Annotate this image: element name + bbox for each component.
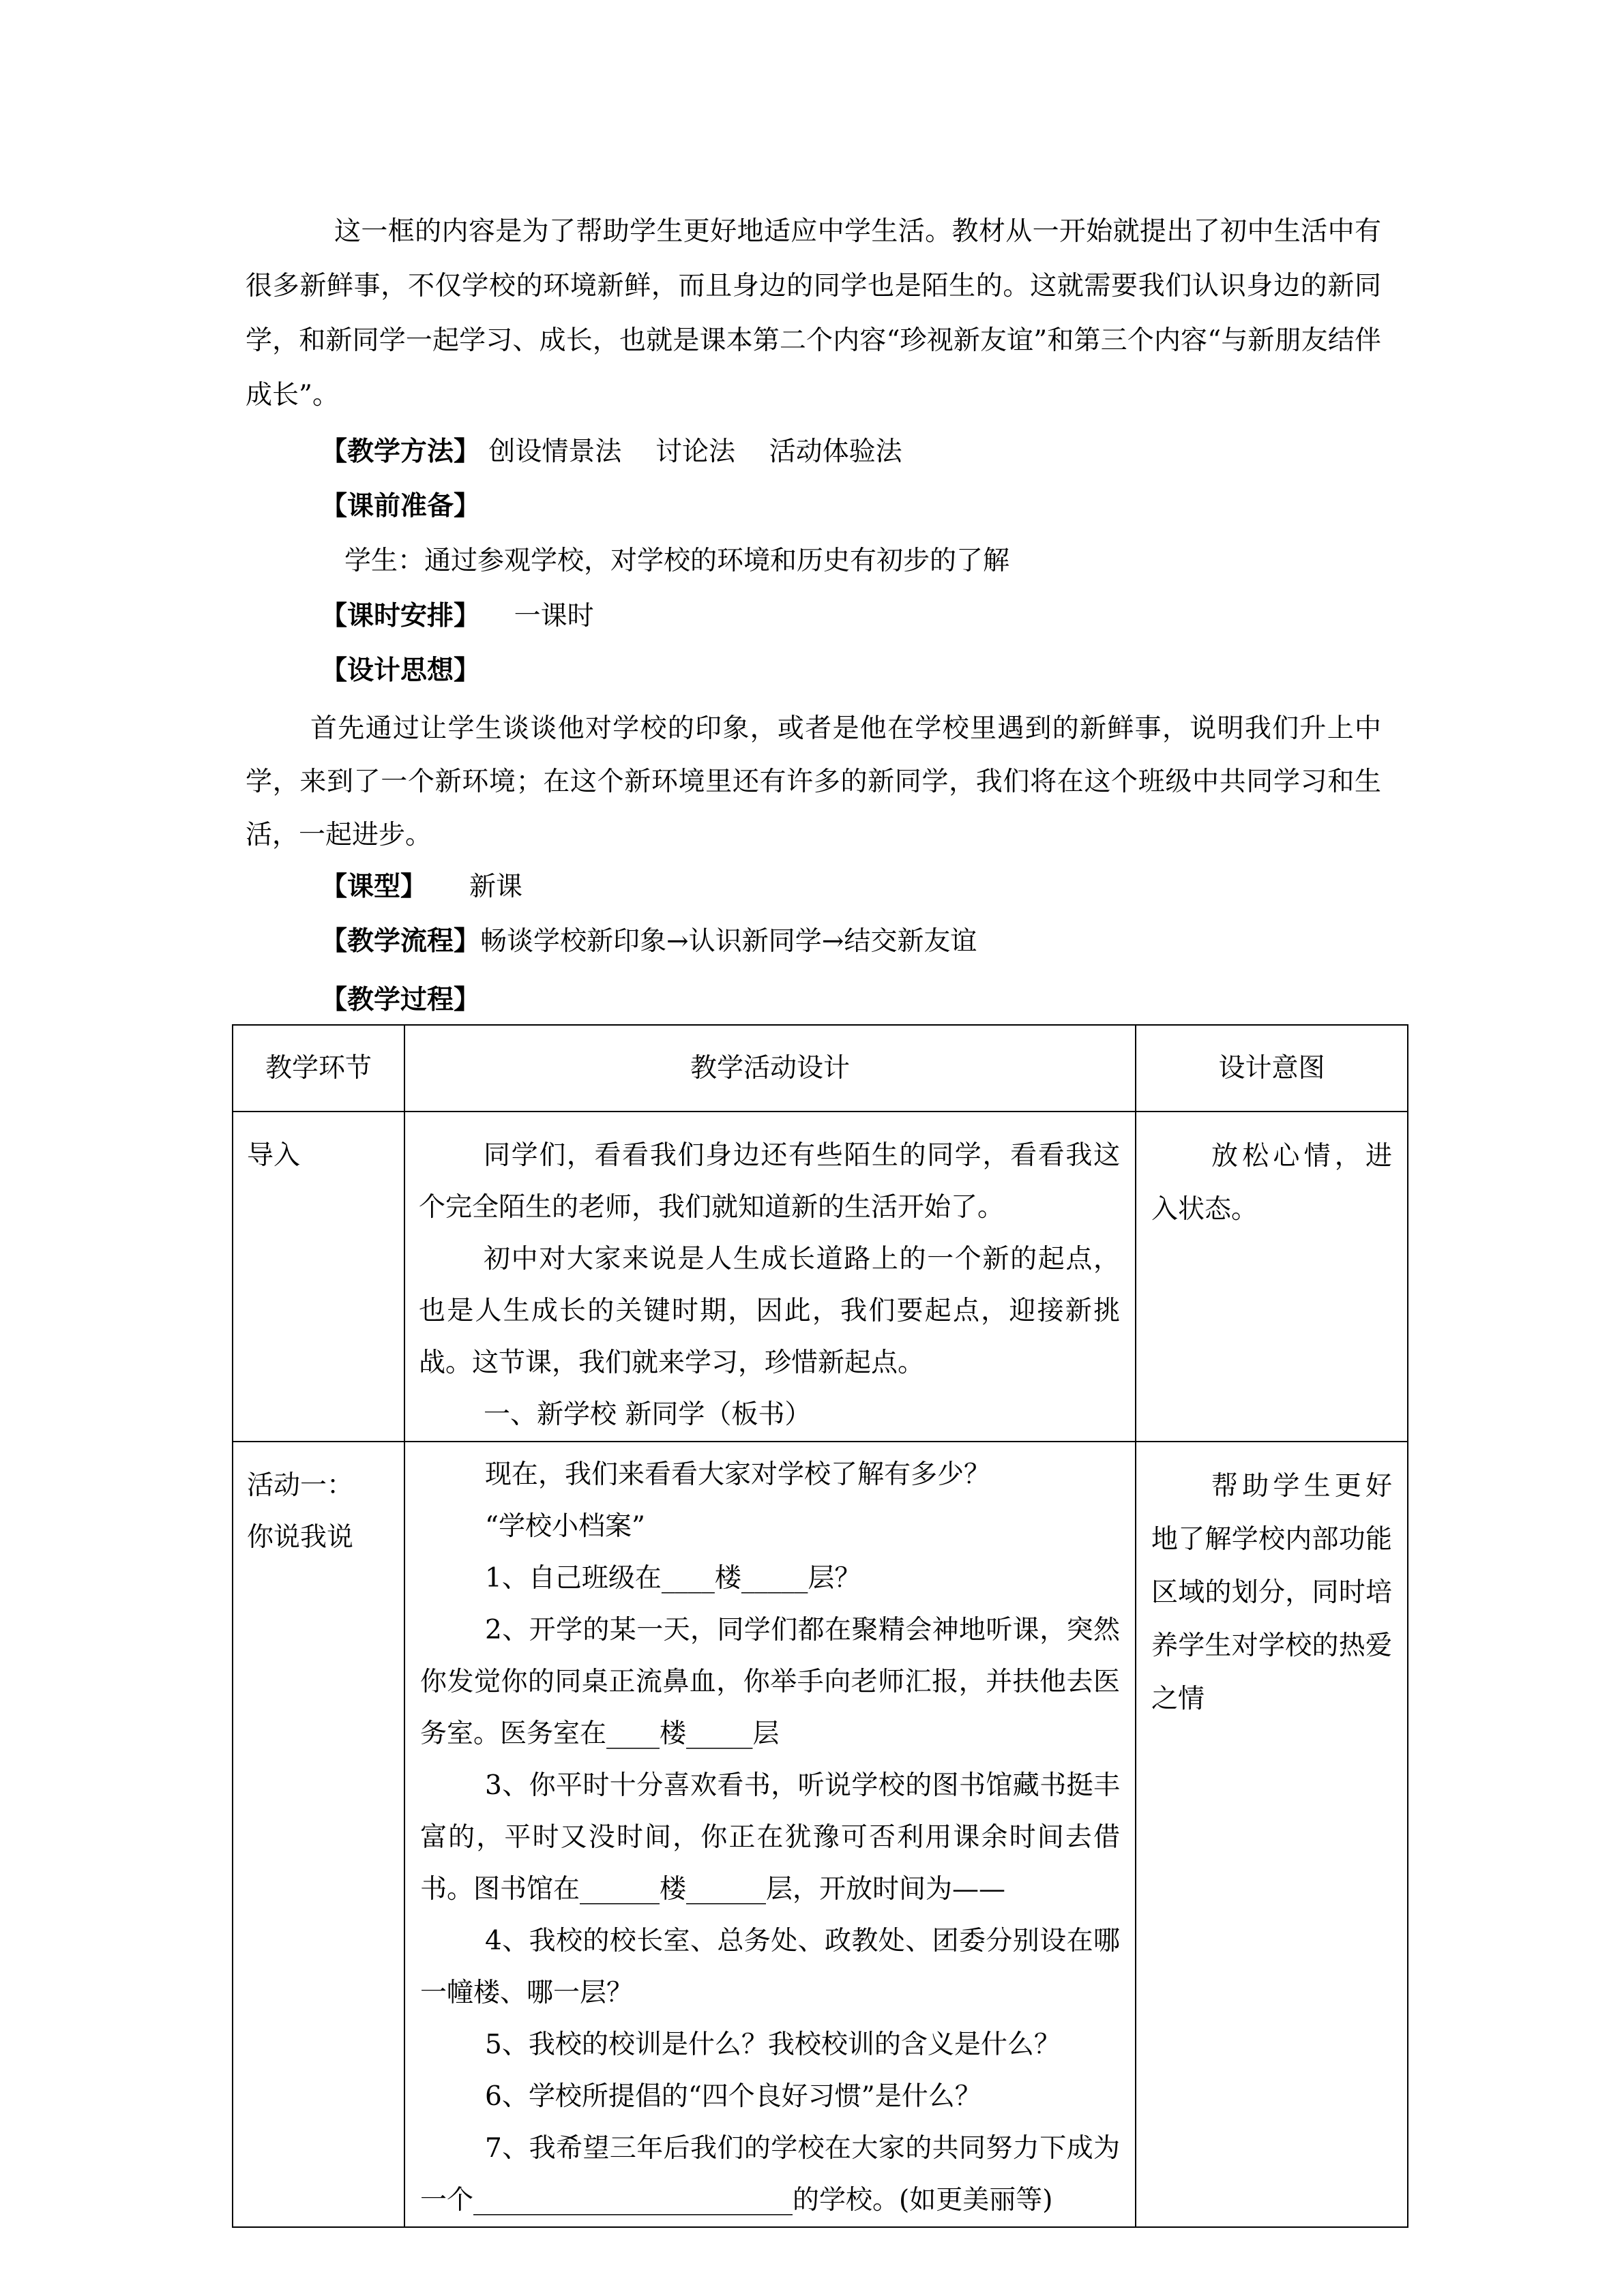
table-row [233, 1442, 1408, 2227]
design-text: 1、自己班级在____楼_____层？ [485, 1563, 861, 1594]
stage-cell [233, 1442, 404, 2227]
schedule-label: 【课时安排】 [321, 600, 481, 631]
intro-paragraph: 这一框的内容是为了帮助学生更好地适应中学生活。教材从一开始就提出了初中生活中有很多新鲜事，不仅学校的环境新鲜，而且身边的同学也是陌生的。这就需要我们认识身边的新同学，和新同学一起学习、成长，也就是课本第二个内容“珍视新友谊”和第三个内容“与新朋友结伴成长”。 [246, 216, 1381, 411]
header-stage: 教学环节 [233, 1025, 404, 1112]
lesson-type-value: 新课 [427, 871, 523, 902]
header-intent: 设计意图 [1136, 1025, 1408, 1112]
design-cell [404, 1112, 1136, 1442]
design-idea-label: 【设计思想】 [321, 655, 481, 686]
prep-label: 【课前准备】 [321, 490, 481, 522]
design-idea-paragraph: 首先通过让学生谈谈他对学校的印象，或者是他在学校里遇到的新鲜事，说明我们升上中学，来到了一个新环境；在这个新环境里还有许多的新同学，我们将在这个班级中共同学习和生活，一起进步。 [246, 713, 1381, 850]
design-text: 6、学校所提倡的“四个良好习惯”是什么？ [485, 2081, 981, 2112]
schedule-line [321, 595, 594, 637]
intent-cell: 帮助学生更好地了解学校内部功能区域的划分，同时培养学生对学校的热爱之情 [1136, 1442, 1408, 2227]
table-row [233, 1112, 1408, 1442]
design-text: 4、我校的校长室、总务处、政教处、团委分别设在哪一幢楼、哪一层？ [420, 1926, 1120, 2008]
design-text: 5、我校的校训是什么？我校校训的含义是什么？ [485, 2029, 1061, 2060]
design-text: 2、开学的某一天，同学们都在聚精会神地听课，突然你发觉你的同桌正流鼻血，你举手向老师汇报，并扶他去医务室。医务室在____楼_____层 [420, 1615, 1120, 1749]
prep-value: 学生：通过参观学校，对学校的环境和历史有初步的了解 [344, 546, 1010, 576]
design-text: 一、新学校 新同学（板书） [484, 1399, 812, 1430]
flow-line [321, 921, 977, 962]
schedule-value: 一课时 [480, 601, 594, 631]
stage-line: 你说我说 [247, 1522, 354, 1553]
flow-label: 【教学流程】 [321, 925, 481, 957]
design-text: 现在，我们来看看大家对学校了解有多少？ [485, 1459, 991, 1490]
header-design: 教学活动设计 [404, 1025, 1136, 1112]
design-text: 同学们，看看我们身边还有些陌生的同学，看看我这个完全陌生的老师，我们就知道新的生活开始了。 [419, 1140, 1120, 1223]
design-text: 7、我希望三年后我们的学校在大家的共同努力下成为一个________________________的学校。(如更美丽等) [420, 2133, 1120, 2216]
intent-cell: 放松心情，进入状态。 [1136, 1112, 1408, 1442]
method-label: 【教学方法】 [321, 436, 481, 467]
design-text: 初中对大家来说是人生成长道路上的一个新的起点，也是人生成长的关键时期，因此，我们要起点，迎接新挑战。这节课，我们就来学习，珍惜新起点。 [419, 1244, 1120, 1378]
method-value: 创设情景法 讨论法 活动体验法 [480, 436, 902, 467]
flow-value: 畅谈学校新印象→认识新同学→结交新友谊 [480, 926, 977, 957]
table-header-row [233, 1025, 1408, 1112]
teaching-process-table [232, 1024, 1408, 2228]
method-line [321, 431, 902, 473]
lesson-type-line [321, 866, 522, 908]
design-text: “学校小档案” [485, 1511, 645, 1542]
design-text: 3、你平时十分喜欢看书，听说学校的图书馆藏书挺丰富的，平时又没时间，你正在犹豫可否利用课余时间去借书。图书馆在______楼______层，开放时间为—— [420, 1770, 1120, 1905]
process-label: 【教学过程】 [321, 984, 481, 1015]
stage-cell: 导入 [233, 1112, 404, 1442]
lesson-type-label: 【课型】 [321, 871, 428, 902]
design-cell [404, 1442, 1136, 2227]
stage-line: 活动一： [247, 1470, 354, 1501]
